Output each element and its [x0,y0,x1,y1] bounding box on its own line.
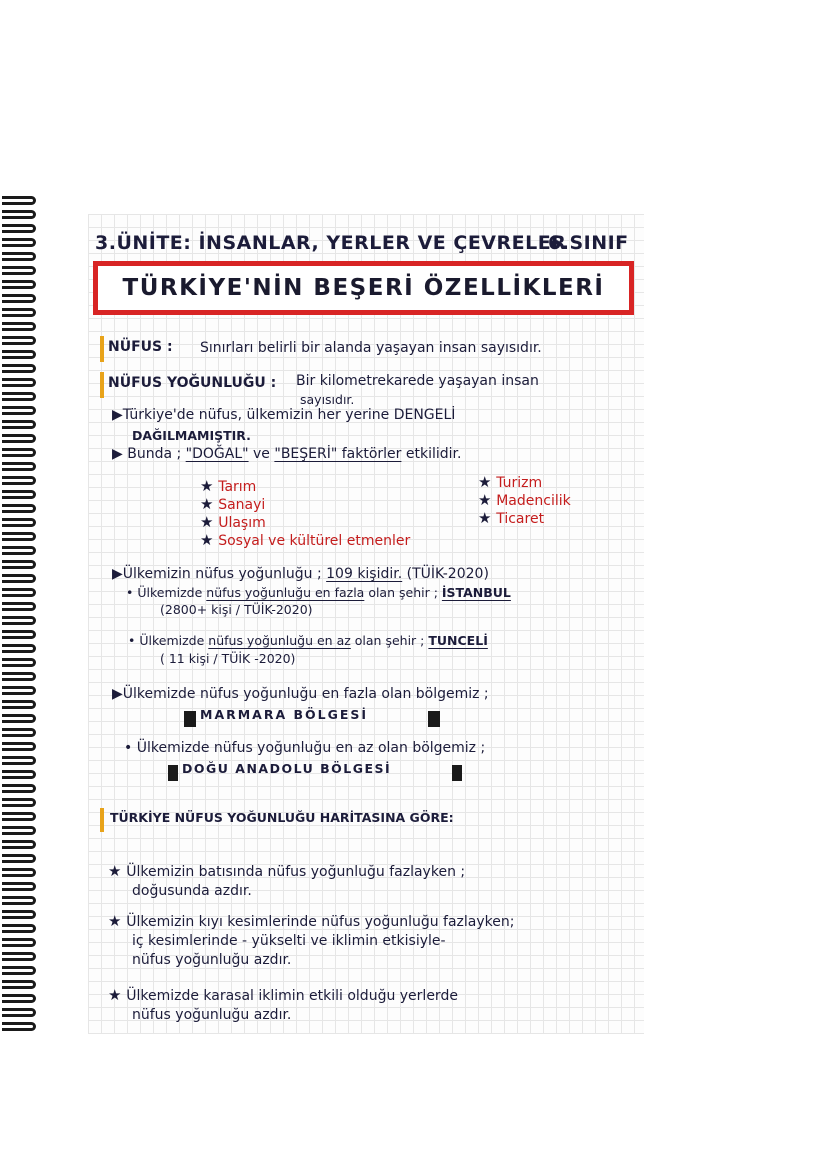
most-suffix: olan şehir ; [368,585,438,600]
spiral-ring [2,896,36,905]
spiral-ring [2,756,36,765]
spiral-ring [2,714,36,723]
spiral-ring [2,602,36,611]
density-prefix: ▶Ülkemizin nüfus yoğunluğu ; [112,566,322,582]
etkilidir-text: etkilidir. [405,446,462,462]
nufus-label: NÜFUS : [108,339,173,355]
spiral-ring [2,672,36,681]
spiral-ring [2,994,36,1003]
spiral-ring [2,812,36,821]
spiral-ring [2,224,36,233]
spiral-ring [2,728,36,737]
spiral-ring [2,686,36,695]
map-point-1: ★ Ülkemizin batısında nüfus yoğunluğu fazlayken ; doğusunda azdır. [108,862,466,899]
yogunluk-definition-1: Bir kilometrekarede yaşayan insan [296,373,539,389]
marker-right [428,711,440,727]
least-prefix: • Ülkemizde [128,633,205,648]
factors-right: ★ Turizm ★ Madencilik ★ Ticaret [478,473,571,527]
most-prefix: • Ülkemizde [126,585,203,600]
marker-left-2 [168,765,178,781]
region-least: DOĞU ANADOLU BÖLGESİ [182,761,392,776]
most-note: (2800+ kişi / TÜİK-2020) [160,602,313,617]
spiral-ring [2,980,36,989]
distribution-line-1: ▶Türkiye'de nüfus, ülkemizin her yerine DENGELİ [112,407,456,423]
spiral-ring [2,350,36,359]
nufus-highlight [100,336,104,362]
factor-sosyal: Sosyal ve kültürel etmenler [218,533,411,549]
spiral-ring [2,266,36,275]
spiral-ring [2,196,36,205]
spiral-ring [2,742,36,751]
region-least-text: • Ülkemizde nüfus yoğunluğu en az olan bölgemiz ; [124,740,486,756]
density-source: (TÜİK-2020) [406,566,489,582]
spiral-ring [2,546,36,555]
spiral-ring [2,644,36,653]
distribution-line-3 [112,446,461,462]
dogal-text: "DOĞAL" [185,446,249,462]
beseri-text: "BEŞERİ" faktörler [274,446,402,462]
spiral-ring [2,616,36,625]
map-point-2-line-1: Ülkemizin kıyı kesimlerinde nüfus yoğunluğu fazlayken; [126,914,515,930]
spiral-ring [2,910,36,919]
most-populated-city [126,586,511,600]
marker-right-2 [452,765,462,781]
spiral-ring [2,294,36,303]
factors-left: ★ Tarım ★ Sanayi ★ Ulaşım ★ Sosyal ve kültürel etmenler [200,477,411,549]
least-city: TUNCELİ [428,633,488,648]
notebook-spiral [0,196,40,1034]
factor-ticaret: Ticaret [496,511,545,527]
map-point-3-line-1: Ülkemizde karasal iklimin etkili olduğu yerlerde [126,988,458,1004]
density-value: 109 kişidir. [326,566,403,582]
spiral-ring [2,434,36,443]
map-point-1-line-2: doğusunda azdır. [132,883,252,899]
map-point-3: ★ Ülkemizde karasal iklimin etkili olduğu yerlerde nüfus yoğunluğu azdır. [108,986,458,1023]
spiral-ring [2,784,36,793]
spiral-ring [2,952,36,961]
spiral-ring [2,882,36,891]
spiral-ring [2,532,36,541]
spiral-ring [2,364,36,373]
least-note: ( 11 kişi / TÜİK -2020) [160,651,296,666]
bunda-text: ▶ Bunda ; [112,446,182,462]
spiral-ring [2,854,36,863]
map-point-2: ★ Ülkemizin kıyı kesimlerinde nüfus yoğunluğu fazlayken; iç kesimlerinde - yükselti ve iklimin etkisiyle- nüfus yoğunluğu azdır. [108,912,515,968]
spiral-ring [2,420,36,429]
spiral-ring [2,308,36,317]
most-mid: nüfus yoğunluğu en fazla [206,585,365,600]
grade-label: 6.SINIF [548,232,629,254]
spiral-ring [2,574,36,583]
spiral-ring [2,840,36,849]
spiral-ring [2,504,36,513]
marker-left [184,711,196,727]
spiral-ring [2,448,36,457]
nufus-definition: Sınırları belirli bir alanda yaşayan insan sayısıdır. [200,340,542,356]
map-point-2-line-3: nüfus yoğunluğu azdır. [132,952,292,968]
factor-tarim: Tarım [218,479,257,495]
factor-turizm: Turizm [496,475,543,491]
spiral-ring [2,476,36,485]
spiral-ring [2,630,36,639]
spiral-ring [2,518,36,527]
map-heading: TÜRKİYE NÜFUS YOĞUNLUĞU HARİTASINA GÖRE: [110,810,454,825]
grid-paper [88,214,644,1034]
spiral-ring [2,210,36,219]
map-point-2-line-2: iç kesimlerinde - yükselti ve iklimin etkisiyle- [132,933,446,949]
yogunluk-definition-2: sayısıdır. [300,392,355,407]
spiral-ring [2,770,36,779]
spiral-ring [2,938,36,947]
region-most: MARMARA BÖLGESİ [200,707,369,722]
spiral-ring [2,406,36,415]
spiral-ring [2,588,36,597]
spiral-ring [2,392,36,401]
least-populated-city [128,634,488,648]
yogunluk-label: NÜFUS YOĞUNLUĞU : [108,375,277,391]
spiral-ring [2,560,36,569]
spiral-ring [2,1022,36,1031]
least-mid: nüfus yoğunluğu en az [208,633,351,648]
spiral-ring [2,238,36,247]
ve-text: ve [253,446,270,462]
most-city: İSTANBUL [441,585,511,600]
factor-sanayi: Sanayi [218,497,266,513]
spiral-ring [2,798,36,807]
spiral-ring [2,462,36,471]
spiral-ring [2,378,36,387]
map-highlight [100,808,104,832]
spiral-ring [2,322,36,331]
page-title: TÜRKİYE'NİN BEŞERİ ÖZELLİKLERİ [98,266,629,310]
spiral-ring [2,658,36,667]
factor-madencilik: Madencilik [496,493,571,509]
spiral-ring [2,700,36,709]
factor-ulasim: Ulaşım [218,515,266,531]
spiral-ring [2,490,36,499]
spiral-ring [2,924,36,933]
spiral-ring [2,280,36,289]
spiral-ring [2,336,36,345]
density-line-1 [112,566,489,582]
spiral-ring [2,826,36,835]
unit-title: 3.ÜNİTE: İNSANLAR, YERLER VE ÇEVRELER [95,232,567,254]
spiral-ring [2,1008,36,1017]
map-point-3-line-2: nüfus yoğunluğu azdır. [132,1007,292,1023]
title-frame [93,261,634,315]
region-most-text: ▶Ülkemizde nüfus yoğunluğu en fazla olan bölgemiz ; [112,686,489,702]
least-suffix: olan şehir ; [354,633,425,648]
yogunluk-highlight [100,372,104,398]
spiral-ring [2,252,36,261]
map-point-1-line-1: Ülkemizin batısında nüfus yoğunluğu fazlayken ; [126,864,466,880]
distribution-line-2: DAĞILMAMIŞTIR. [132,428,251,443]
spiral-ring [2,868,36,877]
spiral-ring [2,966,36,975]
